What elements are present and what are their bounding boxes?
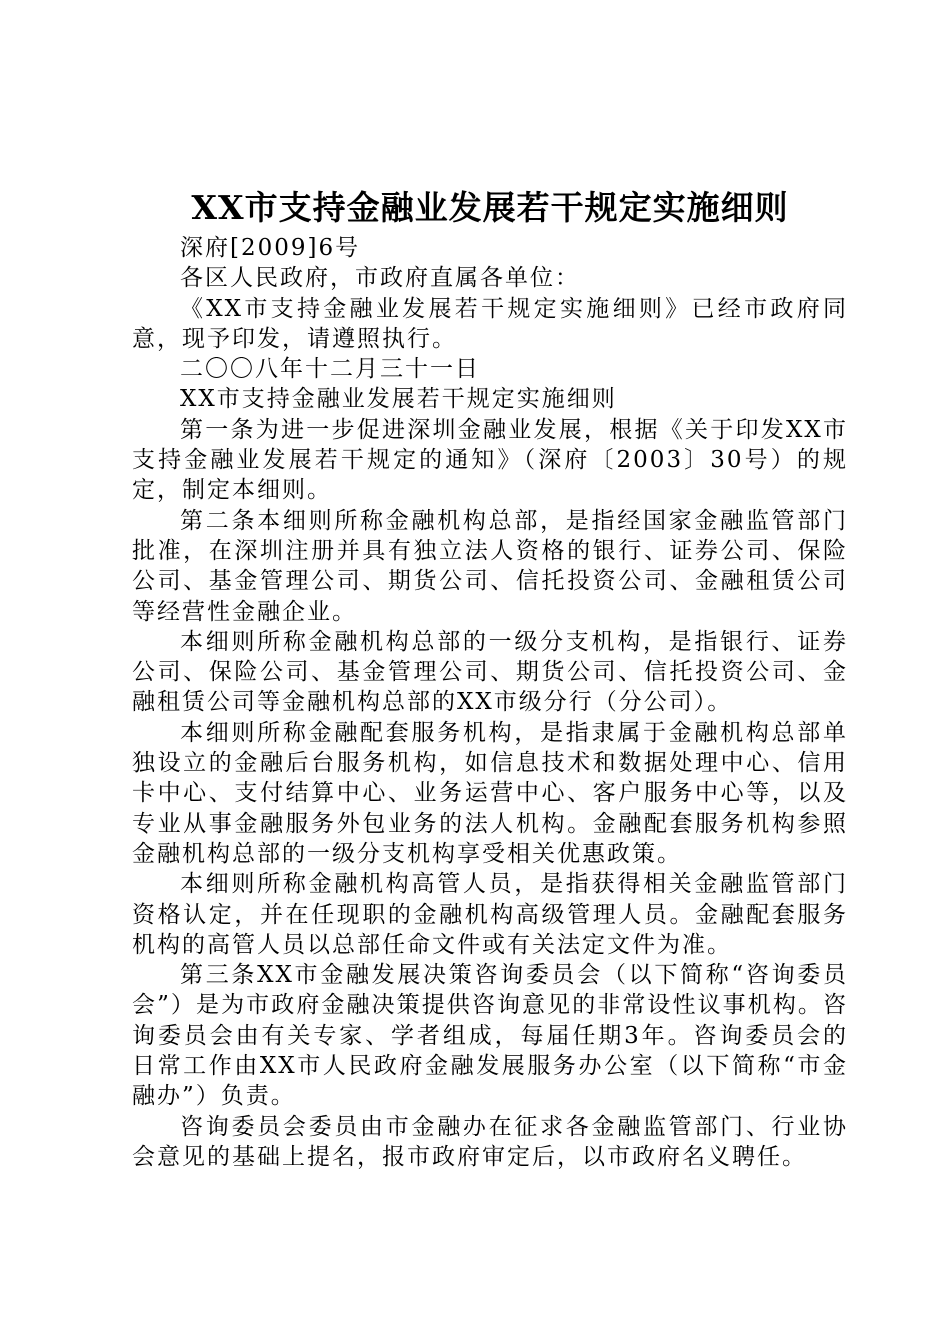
addressee-line: 各区人民政府，市政府直属各单位： (180, 265, 580, 292)
subtitle: XX市支持金融业发展若干规定实施细则 (180, 386, 617, 413)
article-2-paragraph-2: 本细则所称金融机构总部的一级分支机构，是指银行、证券公司、保险公司、基金管理公司、期货公司、信托投资公司、金融租赁公司等金融机构总部的XX市级分行（分公司）。 (132, 628, 848, 716)
article-2-paragraph-4: 本细则所称金融机构高管人员，是指获得相关金融监管部门资格认定，并在任现职的金融机构高级管理人员。金融配套服务机构的高管人员以总部任命文件或有关法定文件为准。 (132, 871, 848, 958)
article-1: 第一条为进一步促进深圳金融业发展，根据《关于印发XX市支持金融业发展若干规定的通知》（深府〔2003〕30号）的规定，制定本细则。 (132, 416, 848, 504)
issue-date: 二〇〇八年十二月三十一日 (180, 356, 480, 383)
article-3: 第三条XX市金融发展决策咨询委员会（以下简称“咨询委员会”）是为市政府金融决策提供咨询意见的非常设性议事机构。咨询委员会由有关专家、学者组成，每届任期3年。咨询委员会的日常工作由XX市人民政府金融发展服务办公室（以下简称“市金融办”）负责。 (132, 962, 848, 1110)
document-title: XX市支持金融业发展若干规定实施细则 (191, 188, 789, 227)
notice-paragraph: 《XX市支持金融业发展若干规定实施细则》已经市政府同意，现予印发，请遵照执行。 (132, 295, 848, 352)
article-2: 第二条本细则所称金融机构总部，是指经国家金融监管部门批准，在深圳注册并具有独立法人资格的银行、证券公司、保险公司、基金管理公司、期货公司、信托投资公司、金融租赁公司等经营性金融企业。 (132, 507, 848, 625)
article-2-paragraph-3: 本细则所称金融配套服务机构，是指隶属于金融机构总部单独设立的金融后台服务机构，如信息技术和数据处理中心、信用卡中心、支付结算中心、业务运营中心、客户服务中心等，以及专业从事金融服务外包业务的法人机构。金融配套服务机构参照金融机构总部的一级分支机构享受相关优惠政策。 (132, 719, 848, 867)
document-body (132, 233, 848, 1172)
document-page (132, 186, 848, 1172)
document-number: 深府[2009]6号 (180, 235, 361, 261)
article-3-paragraph-2: 咨询委员会委员由市金融办在征求各金融监管部门、行业协会意见的基础上提名，报市政府审定后，以市政府名义聘任。 (132, 1113, 848, 1170)
